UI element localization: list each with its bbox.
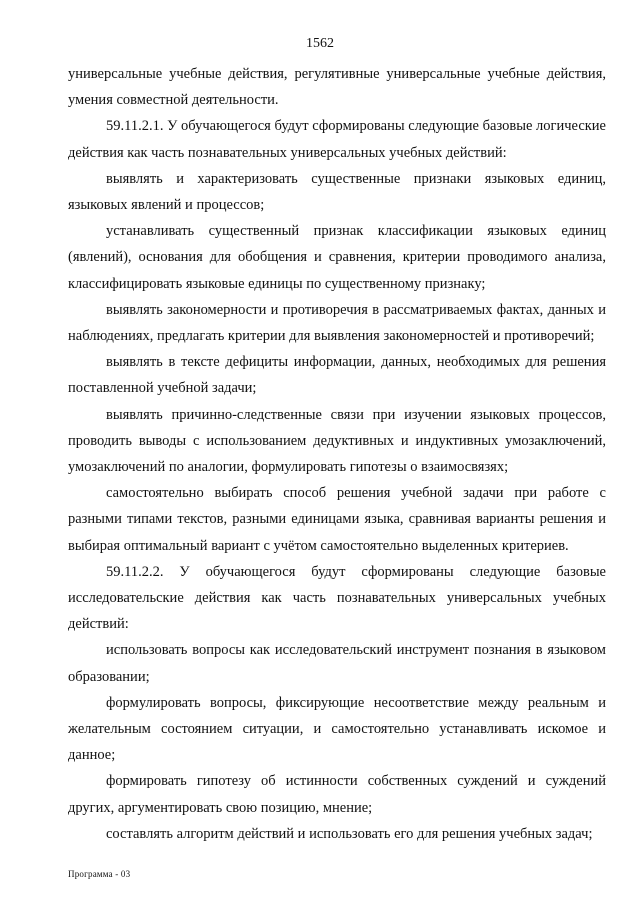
paragraph-5: выявлять закономерности и противоречия в рассматриваемых фактах, данных и наблюдениях, предлагать критерии для выявления закономерностей и противоречий; [68,301,606,345]
paragraph-8: самостоятельно выбирать способ решения учебной задачи при работе с разными типами текстов, разными единицами языка, сравнивая варианты решения и выбирая оптимальный вариант с учётом самостоятельно выделенных критериев. [68,485,606,554]
paragraph-2: 59.11.2.1. У обучающегося будут сформированы следующие базовые логические действия как часть познавательных универсальных учебных действий: [68,118,606,161]
paragraph-9: 59.11.2.2. У обучающегося будут сформированы следующие базовые исследовательские действия как часть познавательных универсальных учебных действий: [68,563,606,633]
page-number: 1562 [306,36,334,51]
footer-label: Программа - 03 [68,869,131,879]
paragraph-11: формулировать вопросы, фиксирующие несоответствие между реальным и желательным состоянием ситуации, и самостоятельно устанавливать искомое и данное; [68,694,606,764]
paragraph-12: формировать гипотезу об истинности собственных суждений и суждений других, аргументировать свою позицию, мнение; [68,773,606,816]
paragraph-6: выявлять в тексте дефициты информации, данных, необходимых для решения поставленной учебной задачи; [68,354,606,397]
document-body [68,61,606,847]
paragraph-10: использовать вопросы как исследовательский инструмент познания в языковом образовании; [68,642,606,685]
paragraph-7: выявлять причинно-следственные связи при изучении языковых процессов, проводить выводы с использованием дедуктивных и индуктивных умозаключений, умозаключений по аналогии, формулировать гипотезы о взаимосвязях; [68,406,606,476]
paragraph-4: устанавливать существенный признак классификации языковых единиц (явлений), основания для обобщения и сравнения, критерии проводимого анализа, классифицировать языковые единицы по существенному признаку; [68,223,606,292]
paragraph-1: универсальные учебные действия, регулятивные универсальные учебные действия, умения совместной деятельности. [68,66,606,109]
paragraph-3: выявлять и характеризовать существенные признаки языковых единиц, языковых явлений и процессов; [68,170,606,214]
paragraph-13: составлять алгоритм действий и использовать его для решения учебных задач; [106,825,593,842]
